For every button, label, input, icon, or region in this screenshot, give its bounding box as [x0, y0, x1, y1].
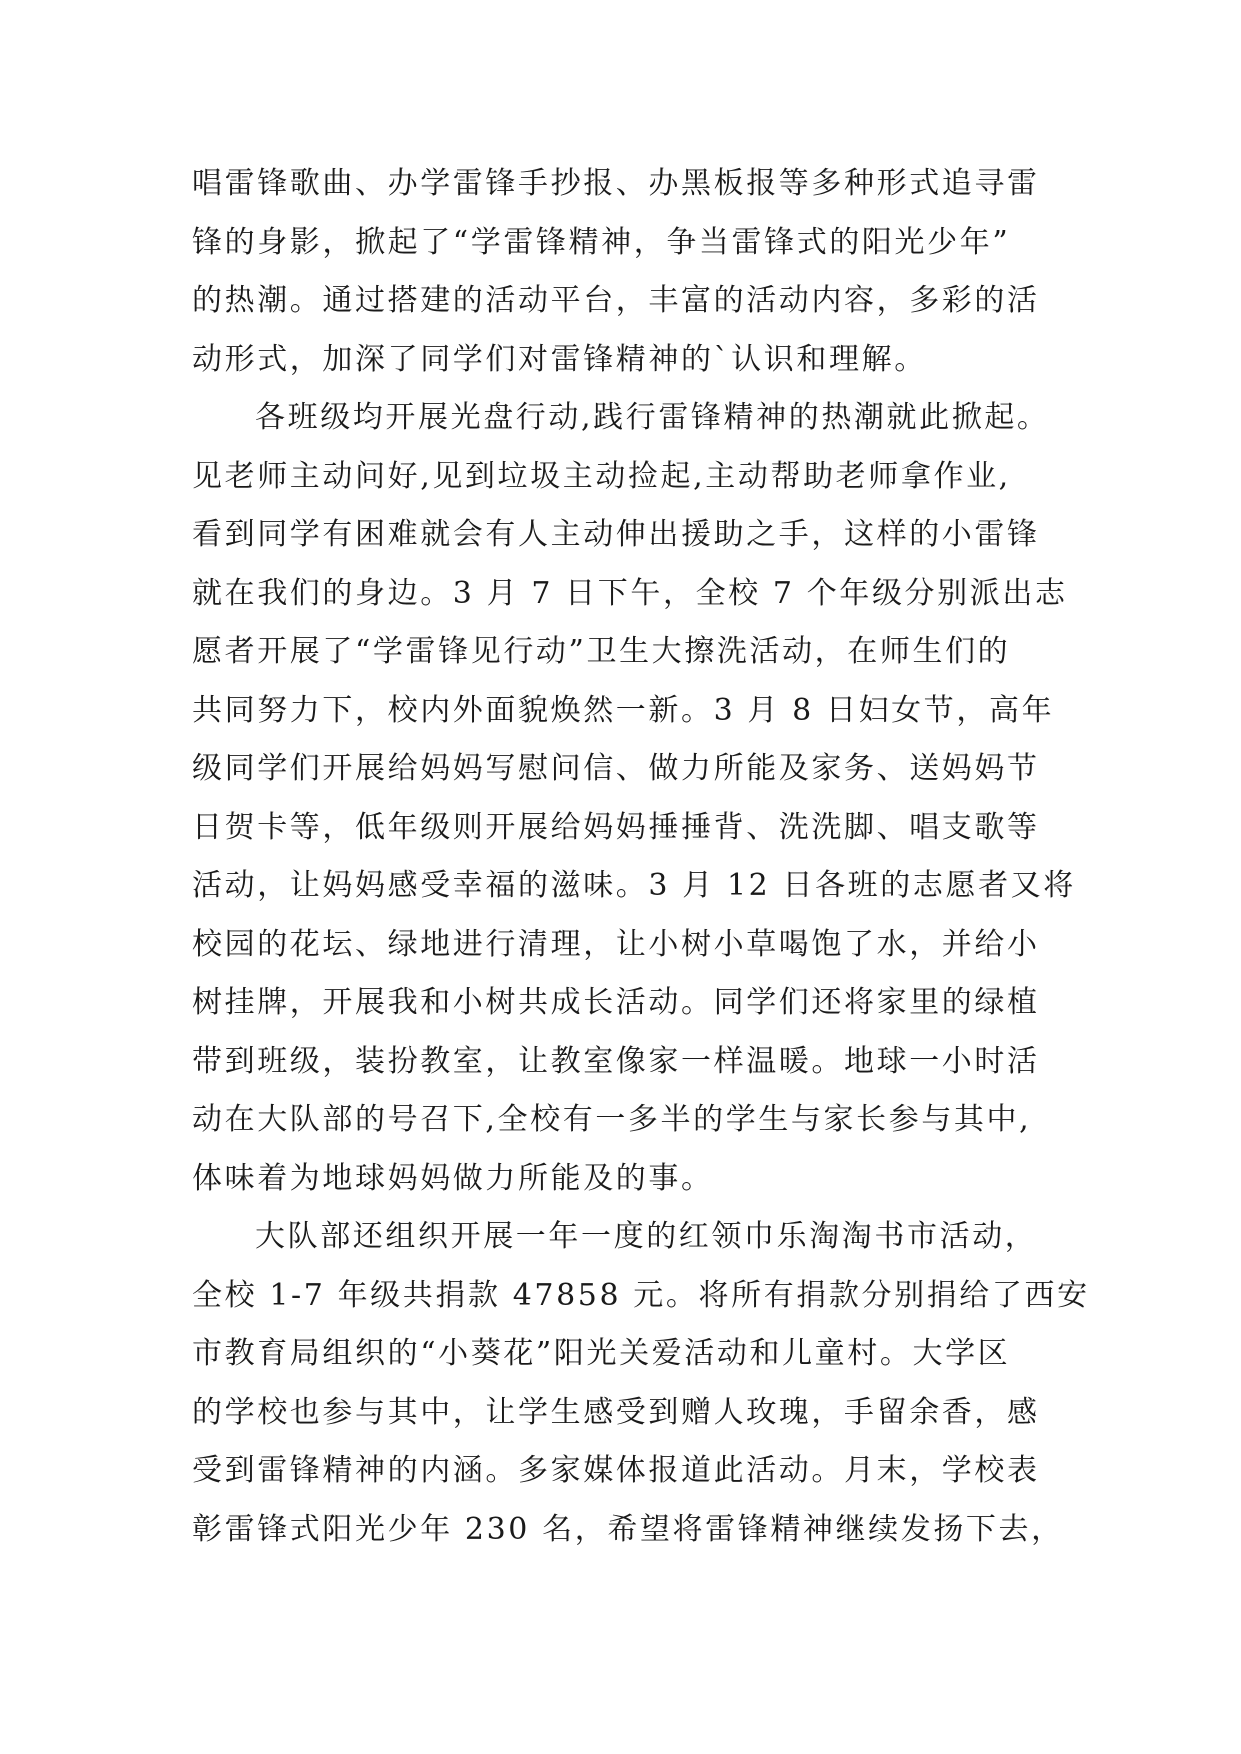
text-line: 愿者开展了“学雷锋见行动”卫生大擦洗活动，在师生们的: [192, 634, 1011, 669]
text-line: 树挂牌，开展我和小树共成长活动。同学们还将家里的绿植: [192, 985, 1040, 1020]
text-line: 锋的身影，掀起了“学雷锋精神，争当雷锋式的阳光少年”: [192, 224, 1011, 260]
text-line: 看到同学有困难就会有人主动伸出援助之手，这样的小雷锋: [192, 517, 1040, 552]
text-line: 全校 1-7 年级共捐款 47858 元。将所有捐款分别捐给了西安: [192, 1277, 1090, 1313]
text-line: 共同努力下，校内外面貌焕然一新。3 月 8 日妇女节，高年: [192, 692, 1055, 728]
document-body: [192, 155, 1090, 1559]
text-line: 唱雷锋歌曲、办学雷锋手抄报、办黑板报等多种形式追寻雷: [192, 166, 1040, 201]
text-line: 见老师主动问好,见到垃圾主动捡起,主动帮助老师拿作业,: [192, 458, 1011, 494]
paragraph-3: [192, 1208, 1090, 1559]
paragraph-1: [192, 155, 1062, 389]
text-line: 日贺卡等，低年级则开展给妈妈捶捶背、洗洗脚、唱支歌等: [192, 809, 1040, 845]
text-line: 受到雷锋精神的内涵。多家媒体报道此活动。月末，学校表: [192, 1453, 1040, 1488]
text-line: 级同学们开展给妈妈写慰问信、做力所能及家务、送妈妈节: [192, 751, 1040, 786]
text-line: 动在大队部的号召下,全校有一多半的学生与家长参与其中,: [192, 1102, 1032, 1137]
text-line: 的热潮。通过搭建的活动平台，丰富的活动内容，多彩的活: [192, 283, 1040, 318]
paragraph-2: [192, 389, 1076, 1208]
text-line: 市教育局组织的“小葵花”阳光关爱活动和儿童村。大学区: [192, 1336, 1011, 1371]
text-line: 带到班级，装扮教室，让教室像家一样温暖。地球一小时活: [192, 1043, 1040, 1079]
text-line: 活动，让妈妈感受幸福的滋味。3 月 12 日各班的志愿者又将: [192, 868, 1076, 903]
text-line: 就在我们的身边。3 月 7 日下午，全校 7 个年级分别派出志: [192, 575, 1068, 611]
text-line: 大队部还组织开展一年一度的红领巾乐淘淘书市活动，: [255, 1219, 1038, 1254]
text-line: 各班级均开展光盘行动,践行雷锋精神的热潮就此掀起。: [255, 400, 1050, 435]
text-line: 彰雷锋式阳光少年 230 名，希望将雷锋精神继续发扬下去，: [192, 1511, 1064, 1547]
text-line: 的学校也参与其中，让学生感受到赠人玫瑰，手留余香，感: [192, 1394, 1040, 1430]
text-line: 校园的花坛、绿地进行清理，让小树小草喝饱了水，并给小: [192, 926, 1040, 962]
text-line: 体味着为地球妈妈做力所能及的事。: [192, 1160, 714, 1196]
text-line: 动形式，加深了同学们对雷锋精神的`认识和理解。: [192, 341, 927, 377]
